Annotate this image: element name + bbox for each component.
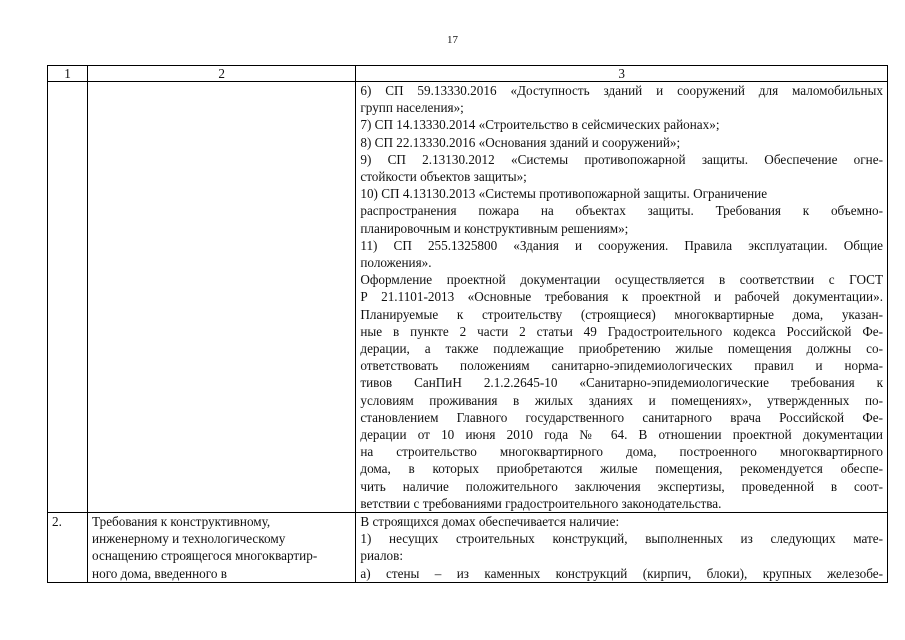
text-line: 11) СП 255.1325800 «Здания и сооружения. Правила эксплуатации. Общие: [360, 237, 883, 253]
text-line: 7) СП 14.13330.2014 «Строительство в сейсмических районах»;: [360, 117, 720, 133]
row-title-lines: [92, 513, 351, 582]
text-line: 6) СП 59.13330.2016 «Доступность зданий и сооружений для маломобильных: [360, 83, 883, 98]
text-line: ответствовать положениям санитарно-эпидемиологических правил и норма-: [360, 358, 883, 374]
text-line: В строящихся домах обеспечивается наличие:: [360, 514, 620, 530]
title-line: оснащению строящегося многоквартир-: [92, 548, 318, 564]
text-line: 10) СП 4.13130.2013 «Системы противопожарной защиты. Ограничение: [360, 186, 768, 202]
text-line: ные в пункте 2 части 2 статьи 49 Градостроительного кодекса Российской Фе-: [360, 323, 883, 339]
text-line: условиям проживания в жилых зданиях и помещениях», утвержденных по-: [360, 392, 883, 408]
row-title: [88, 513, 356, 583]
row-title: [88, 82, 356, 513]
text-line: становлением Главного государственного санитарного врача Российской Фе-: [360, 409, 883, 425]
text-line: чить наличие положительного заключения экспертизы, проведенной в соот-: [360, 478, 883, 494]
table-row: [48, 82, 888, 513]
row-content: [356, 513, 888, 583]
text-line: Планируемые к строительству (строящиеся) многоквартирные дома, указан-: [360, 306, 883, 322]
header-col-2: 2: [88, 66, 356, 82]
row-number: [48, 82, 88, 513]
text-line: дерации, а также подлежащие приобретению жилые помещения должны со-: [360, 341, 883, 357]
header-col-1: 1: [48, 66, 88, 82]
text-line: 9) СП 2.13130.2012 «Системы противопожарной защиты. Обеспечение огне-: [360, 151, 883, 167]
text-line: распространения пожара на объектах защиты. Требования к объемно-: [360, 203, 883, 219]
text-line: тивов СанПиН 2.1.2.2645-10 «Санитарно-эпидемиологические требования к: [360, 375, 883, 391]
table-header-row: [48, 66, 888, 82]
row-content-lines: [360, 82, 883, 512]
text-line: ветствии с требованиями градостроительного законодательства.: [360, 495, 722, 511]
requirements-table: [47, 65, 888, 583]
text-line: планировочным и конструктивным решениям»;: [360, 220, 629, 236]
header-col-3: 3: [356, 66, 888, 82]
row-content: [356, 82, 888, 513]
title-line: инженерному и технологическому: [92, 531, 286, 547]
text-line: на строительство многоквартирного дома, построенного многоквартирного: [360, 444, 883, 460]
text-line: групп населения»;: [360, 100, 464, 116]
row-content-lines: [360, 513, 883, 582]
text-line: 1) несущих строительных конструкций, выполненных из следующих мате-: [360, 531, 883, 547]
page-number: 17: [447, 34, 458, 46]
text-line: стойкости объектов защиты»;: [360, 169, 527, 185]
table-row: [48, 513, 888, 583]
text-line: Р 21.1101-2013 «Основные требования к проектной и рабочей документации».: [360, 289, 883, 305]
title-line: Требования к конструктивному,: [92, 514, 271, 530]
text-line: 8) СП 22.13330.2016 «Основания зданий и сооружений»;: [360, 134, 681, 150]
text-line: а) стены – из каменных конструкций (кирпич, блоки), крупных железобе-: [360, 565, 883, 581]
title-line: ного дома, введенного в: [92, 565, 227, 581]
text-line: дома, в которых приобретаются жилые помещения, рекомендуется обеспе-: [360, 461, 883, 477]
text-line: риалов:: [360, 548, 404, 564]
text-line: дерации от 10 июня 2010 года № 64. В отношении проектной документации: [360, 427, 883, 443]
text-line: Оформление проектной документации осуществляется в соответствии с ГОСТ: [360, 272, 883, 288]
row-number: 2.: [48, 513, 88, 583]
text-line: положения».: [360, 255, 432, 271]
